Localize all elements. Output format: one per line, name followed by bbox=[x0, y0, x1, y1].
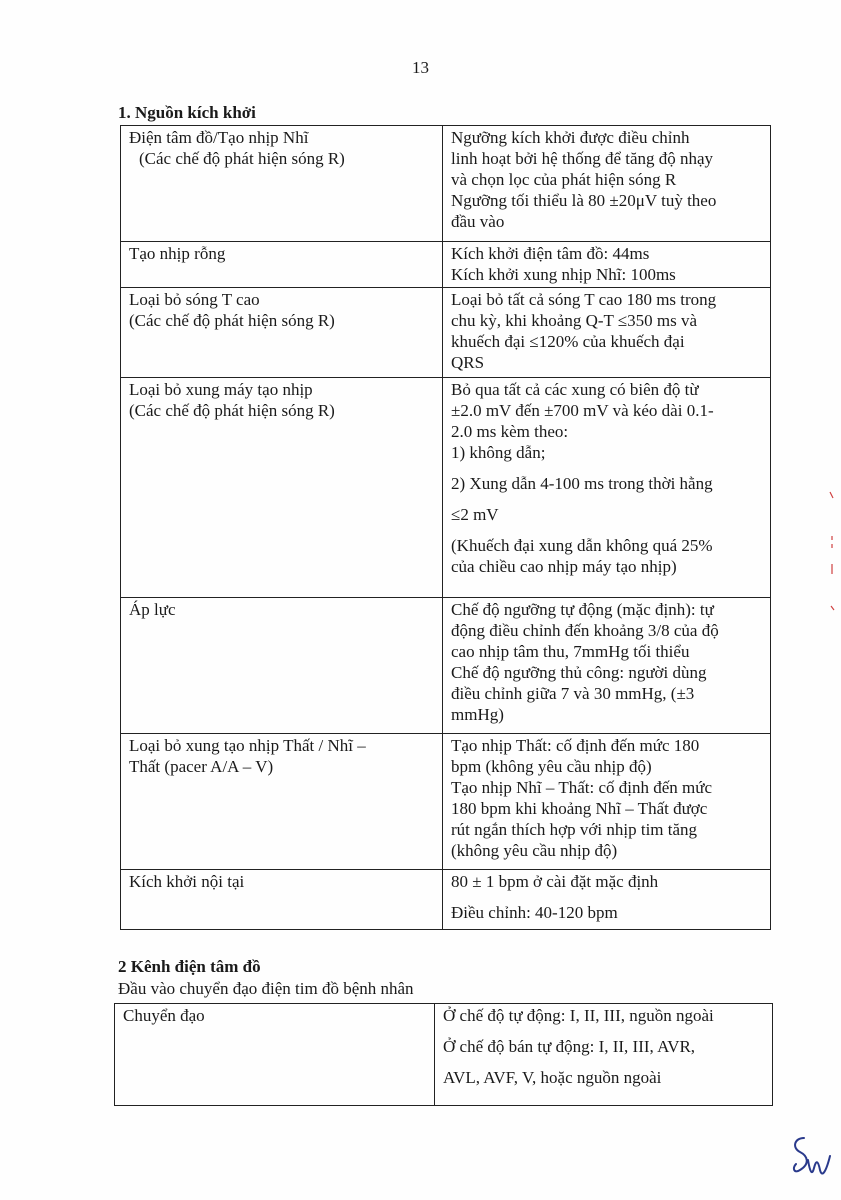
page-number: 13 bbox=[412, 58, 429, 77]
row-label: Loại bỏ xung máy tạo nhịp (Các chế độ phát hiện sóng R) bbox=[121, 378, 443, 598]
row-value: Tạo nhịp Thất: cố định đến mức 180 bpm (không yêu cầu nhịp độ) Tạo nhịp Nhĩ – Thất: cố định đến mức 180 bpm khi khoảng Nhĩ – Thất được rút ngắn thích hợp với nhịp tim tăng (không yêu cầu nhịp độ) bbox=[443, 734, 771, 870]
row-label: Kích khởi nội tại bbox=[121, 870, 443, 930]
section-1-title: 1. Nguồn kích khởi bbox=[118, 103, 256, 122]
table-row bbox=[121, 126, 771, 242]
margin-marks-graphic bbox=[826, 488, 838, 618]
table-row bbox=[121, 378, 771, 598]
section-2-subtitle: Đầu vào chuyển đạo điện tim đồ bệnh nhân bbox=[118, 979, 414, 998]
table-row bbox=[121, 242, 771, 288]
table-row bbox=[121, 288, 771, 378]
row-value: Loại bỏ tất cả sóng T cao 180 ms trong chu kỳ, khi khoảng Q-T ≤350 ms và khuếch đại ≤120% của khuếch đại QRS bbox=[443, 288, 771, 378]
row-value: Chế độ ngưỡng tự động (mặc định): tự động điều chỉnh đến khoảng 3/8 của độ cao nhịp tâm thu, 7mmHg tối thiểu Chế độ ngưỡng thủ công: người dùng điều chỉnh giữa 7 và 30 mmHg, (±3 mmHg) bbox=[443, 598, 771, 734]
table-row bbox=[121, 598, 771, 734]
row-label: Chuyển đạo bbox=[115, 1004, 435, 1106]
ecg-channel-table bbox=[114, 1003, 773, 1106]
table-row bbox=[121, 734, 771, 870]
row-value: Ở chế độ tự động: I, II, III, nguồn ngoài Ở chế độ bán tự động: I, II, III, AVR, AVL, AVF, V, hoặc nguồn ngoài bbox=[435, 1004, 773, 1106]
row-label: Điện tâm đồ/Tạo nhịp Nhĩ (Các chế độ phát hiện sóng R) bbox=[121, 126, 443, 242]
row-value: Bỏ qua tất cả các xung có biên độ từ ±2.0 mV đến ±700 mV và kéo dài 0.1- 2.0 ms kèm theo: 1) không dẫn; 2) Xung dẫn 4-100 ms trong thời hằng ≤2 mV (Khuếch đại xung dẫn không quá 25% của chiều cao nhịp máy tạo nhịp) bbox=[443, 378, 771, 598]
signature-graphic bbox=[790, 1130, 835, 1185]
row-label: Loại bỏ sóng T cao (Các chế độ phát hiện sóng R) bbox=[121, 288, 443, 378]
row-label: Loại bỏ xung tạo nhịp Thất / Nhĩ – Thất (pacer A/A – V) bbox=[121, 734, 443, 870]
table-row bbox=[115, 1004, 773, 1106]
row-value: Kích khởi điện tâm đồ: 44ms Kích khởi xung nhịp Nhĩ: 100ms bbox=[443, 242, 771, 288]
trigger-source-table bbox=[120, 125, 771, 930]
row-value: Ngưỡng kích khởi được điều chỉnh linh hoạt bởi hệ thống để tăng độ nhạy và chọn lọc của phát hiện sóng R Ngưỡng tối thiểu là 80 ±20μV tuỳ theo đầu vào bbox=[443, 126, 771, 242]
row-label: Áp lực bbox=[121, 598, 443, 734]
table-row bbox=[121, 870, 771, 930]
row-value: 80 ± 1 bpm ở cài đặt mặc định Điều chỉnh: 40-120 bpm bbox=[443, 870, 771, 930]
section-2-title: 2 Kênh điện tâm đồ bbox=[118, 957, 261, 976]
row-label: Tạo nhịp rỗng bbox=[121, 242, 443, 288]
